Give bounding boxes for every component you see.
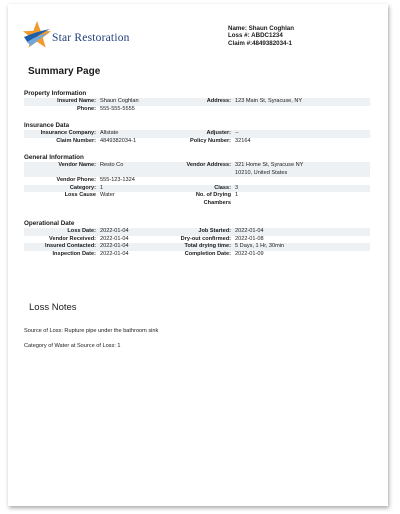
field-label: Inspection Date: bbox=[52, 250, 96, 257]
field-label: Phone: bbox=[77, 105, 96, 112]
field-value: 2022-01-04 bbox=[100, 250, 129, 257]
field-value bbox=[235, 162, 370, 177]
loss-source-note: Source of Loss: Rupture pipe under the bathroom sink bbox=[24, 328, 159, 334]
property-section bbox=[24, 90, 370, 113]
field-label: Total drying time: bbox=[184, 243, 231, 250]
operational-section bbox=[24, 220, 370, 258]
field-label: Vendor Received: bbox=[49, 235, 96, 242]
field-label: Loss Date: bbox=[67, 228, 96, 234]
report-page bbox=[8, 4, 388, 506]
field-value: 555-555-5555 bbox=[100, 105, 135, 112]
label-line: Chambers bbox=[203, 199, 231, 206]
claim-info bbox=[228, 25, 294, 47]
field-label: Claim Number: bbox=[56, 137, 96, 144]
field-value: Allstate bbox=[100, 130, 119, 136]
loss-number-header: Loss #: ABDC1234 bbox=[228, 32, 283, 40]
field-value: 4849382034-1 bbox=[100, 137, 137, 144]
company-logo bbox=[22, 20, 167, 52]
table-row bbox=[24, 236, 370, 244]
field-label: Category: bbox=[69, 184, 96, 191]
field-value: 2022-01-04 bbox=[100, 243, 129, 250]
insurance-section bbox=[24, 122, 370, 145]
field-label: Policy Number: bbox=[189, 137, 231, 144]
field-value: 32164 bbox=[235, 137, 251, 144]
field-label: Insured Contacted: bbox=[45, 243, 96, 250]
field-value: -- bbox=[235, 130, 239, 136]
field-label: Vendor Phone: bbox=[56, 177, 96, 184]
table-row bbox=[24, 106, 370, 114]
field-label: Completion Date: bbox=[184, 250, 231, 257]
field-value bbox=[235, 177, 370, 185]
field-label: Vendor Address: bbox=[186, 162, 231, 168]
field-value: 2022-01-04 bbox=[100, 235, 129, 242]
field-label: Loss Cause bbox=[64, 192, 96, 199]
table-row bbox=[24, 162, 370, 177]
table-row bbox=[24, 177, 370, 185]
star-logo-icon bbox=[22, 20, 52, 50]
section-title: Operational Date bbox=[24, 220, 75, 227]
general-section bbox=[24, 154, 370, 208]
table-row bbox=[24, 228, 370, 236]
table-row bbox=[24, 185, 370, 193]
insured-name-header: Name: Shaun Coghlan bbox=[228, 25, 295, 32]
field-value: 555-123-1324 bbox=[100, 177, 135, 184]
field-label bbox=[178, 177, 235, 185]
report-header bbox=[22, 18, 382, 58]
claim-number-header: Claim #:4849382034-1 bbox=[228, 39, 292, 47]
field-value: Resto Co bbox=[100, 162, 124, 168]
field-value: 2022-01-08 bbox=[235, 235, 264, 242]
field-label: Adjuster: bbox=[206, 130, 231, 136]
section-title: General Information bbox=[24, 154, 84, 161]
field-label: Class: bbox=[214, 184, 231, 191]
vendor-address-line: 321 Home St, Syracuse NY bbox=[235, 162, 304, 168]
field-value: Water bbox=[100, 192, 115, 199]
field-value: 123 Main St, Syracuse, NY bbox=[235, 98, 303, 104]
water-category-note: Category of Water at Source of Loss: 1 bbox=[24, 343, 121, 349]
field-value: 1 bbox=[235, 192, 239, 199]
section-title: Property Information bbox=[24, 90, 87, 97]
label-line: No. of Drying bbox=[195, 192, 231, 199]
field-label bbox=[178, 192, 235, 207]
field-value: 5 Days, 1 Hr, 30min bbox=[235, 243, 285, 250]
field-label: Insured Name: bbox=[57, 98, 96, 104]
field-value: 3 bbox=[235, 184, 239, 191]
field-value: 2022-01-04 bbox=[235, 228, 264, 234]
page-title: Summary Page bbox=[28, 66, 101, 77]
field-label: Insurance Company: bbox=[40, 130, 96, 136]
table-row bbox=[24, 192, 370, 207]
field-label: Vendor Name: bbox=[58, 162, 96, 168]
field-label: Dry-out confirmed: bbox=[180, 235, 231, 242]
field-value: Shaun Coghlan bbox=[100, 98, 139, 104]
field-value bbox=[235, 106, 370, 114]
table-row bbox=[24, 243, 370, 251]
table-row bbox=[24, 251, 370, 259]
field-label: Job Started: bbox=[198, 228, 231, 234]
section-title: Insurance Data bbox=[24, 122, 70, 129]
table-row bbox=[24, 138, 370, 146]
table-row bbox=[24, 130, 370, 138]
table-row bbox=[24, 98, 370, 106]
loss-notes-title: Loss Notes bbox=[29, 302, 77, 313]
field-label: Address: bbox=[206, 98, 231, 104]
field-value: 1 bbox=[100, 184, 104, 191]
vendor-address-line: 10210, United States bbox=[235, 169, 288, 176]
field-value: 2022-01-04 bbox=[100, 228, 129, 234]
field-label bbox=[178, 106, 235, 114]
field-value: 2022-01-09 bbox=[235, 250, 264, 257]
company-name: Star Restoration bbox=[52, 32, 130, 44]
